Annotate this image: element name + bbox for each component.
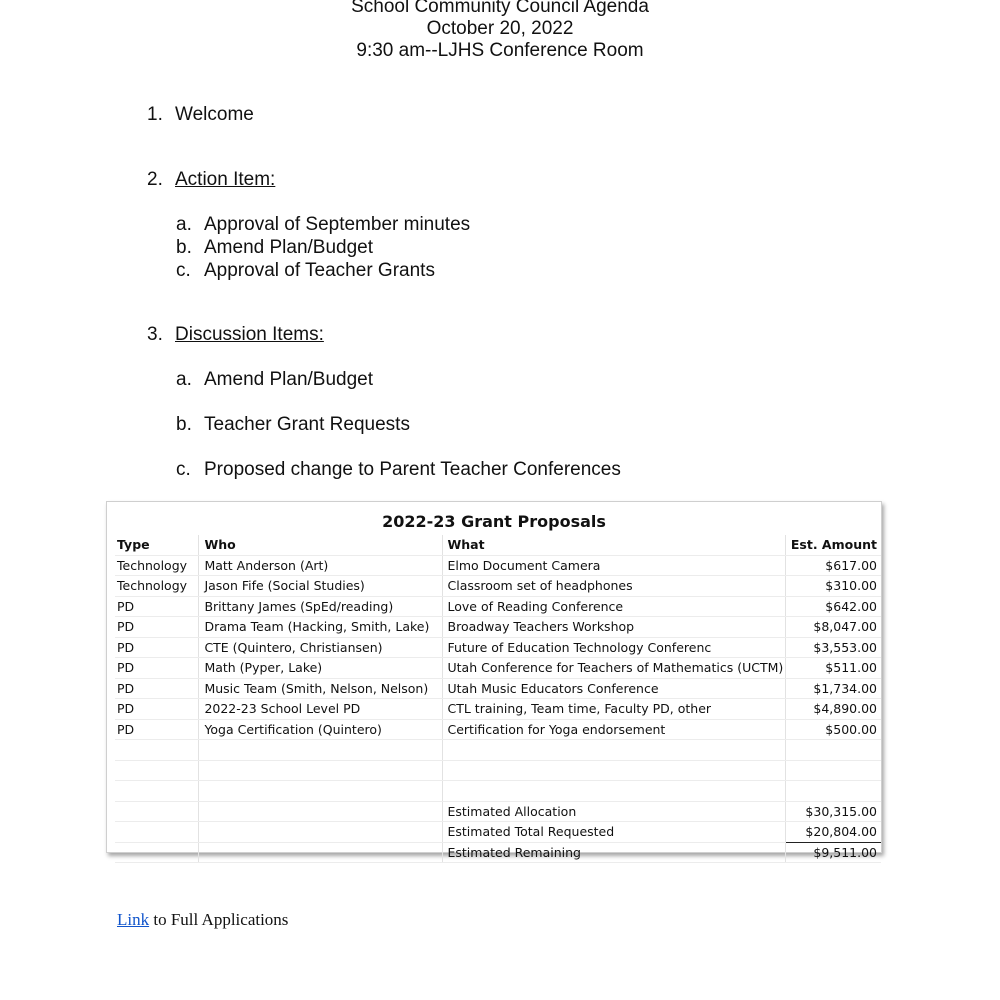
agenda-item-discussion <box>147 324 324 346</box>
summary-label: Estimated Remaining <box>442 842 786 863</box>
cell-amount: $617.00 <box>786 555 881 576</box>
cell-type: PD <box>115 617 199 638</box>
summary-row <box>115 842 881 863</box>
table-row <box>115 699 881 720</box>
cell-amount: $500.00 <box>786 719 881 740</box>
subitem-label: Amend Plan/Budget <box>204 369 374 390</box>
subitem-label: Amend Plan/Budget <box>204 237 374 258</box>
cell-what: Broadway Teachers Workshop <box>442 617 786 638</box>
subitem-letter: b. <box>176 414 192 435</box>
cell-who: Matt Anderson (Art) <box>199 555 442 576</box>
summary-row <box>115 801 881 822</box>
table-row <box>115 678 881 699</box>
cell-amount: $642.00 <box>786 596 881 617</box>
cell-amount: $511.00 <box>786 658 881 679</box>
grant-table <box>115 535 881 863</box>
cell-type: PD <box>115 658 199 679</box>
cell-type: Technology <box>115 576 199 597</box>
agenda-header <box>0 0 1000 62</box>
agenda-title: School Community Council Agenda <box>351 0 649 17</box>
cell-who: 2022-23 School Level PD <box>199 699 442 720</box>
grant-proposals-panel <box>106 501 882 860</box>
summary-amount: $30,315.00 <box>786 801 881 822</box>
cell-what: Certification for Yoga endorsement <box>442 719 786 740</box>
cell-who: CTE (Quintero, Christiansen) <box>199 637 442 658</box>
grant-table-title: 2022-23 Grant Proposals <box>382 512 606 531</box>
full-applications-line <box>117 910 288 930</box>
header-type: Type <box>115 535 199 555</box>
subitem-letter: c. <box>176 459 191 480</box>
cell-what: Elmo Document Camera <box>442 555 786 576</box>
agenda-date: October 20, 2022 <box>426 18 574 39</box>
cell-amount: $3,553.00 <box>786 637 881 658</box>
header-who: Who <box>199 535 442 555</box>
subitem-letter: c. <box>176 260 191 281</box>
item-label: Welcome <box>175 104 254 125</box>
item-number: 2. <box>147 169 163 190</box>
summary-row <box>115 822 881 843</box>
agenda-item-welcome <box>147 104 254 126</box>
table-row <box>115 637 881 658</box>
header-amount: Est. Amount <box>786 535 881 555</box>
table-row <box>115 596 881 617</box>
full-applications-link[interactable]: Link <box>117 910 150 929</box>
subitem-label: Approval of Teacher Grants <box>204 260 435 281</box>
action-subitem <box>176 237 373 259</box>
empty-row <box>115 781 881 802</box>
table-row <box>115 576 881 597</box>
subitem-letter: a. <box>176 214 192 235</box>
cell-type: Technology <box>115 555 199 576</box>
cell-amount: $310.00 <box>786 576 881 597</box>
cell-type: PD <box>115 719 199 740</box>
summary-amount: $20,804.00 <box>786 822 881 843</box>
cell-what: Utah Music Educators Conference <box>442 678 786 699</box>
discussion-subitem <box>176 459 621 481</box>
subitem-label: Approval of September minutes <box>204 214 471 235</box>
discussion-subitem <box>176 369 373 391</box>
header-what: What <box>442 535 786 555</box>
table-row <box>115 555 881 576</box>
summary-label: Estimated Total Requested <box>442 822 786 843</box>
subitem-letter: b. <box>176 237 192 258</box>
table-row <box>115 658 881 679</box>
cell-who: Math (Pyper, Lake) <box>199 658 442 679</box>
item-label: Discussion Items: <box>175 324 324 345</box>
item-number: 3. <box>147 324 163 345</box>
discussion-subitem <box>176 414 410 436</box>
cell-who: Jason Fife (Social Studies) <box>199 576 442 597</box>
cell-what: Utah Conference for Teachers of Mathematics (UCTM) <box>442 658 786 679</box>
cell-who: Brittany James (SpEd/reading) <box>199 596 442 617</box>
item-number: 1. <box>147 104 163 125</box>
cell-who: Music Team (Smith, Nelson, Nelson) <box>199 678 442 699</box>
cell-who: Yoga Certification (Quintero) <box>199 719 442 740</box>
cell-type: PD <box>115 637 199 658</box>
summary-amount: $9,511.00 <box>786 842 881 863</box>
cell-who: Drama Team (Hacking, Smith, Lake) <box>199 617 442 638</box>
cell-amount: $4,890.00 <box>786 699 881 720</box>
action-subitem <box>176 214 470 236</box>
cell-amount: $8,047.00 <box>786 617 881 638</box>
summary-label: Estimated Allocation <box>442 801 786 822</box>
cell-what: Classroom set of headphones <box>442 576 786 597</box>
cell-type: PD <box>115 678 199 699</box>
cell-type: PD <box>115 596 199 617</box>
subitem-label: Proposed change to Parent Teacher Conferences <box>204 459 621 480</box>
subitem-label: Teacher Grant Requests <box>204 414 410 435</box>
table-row <box>115 719 881 740</box>
table-row <box>115 617 881 638</box>
agenda-time-place: 9:30 am--LJHS Conference Room <box>356 40 644 61</box>
cell-type: PD <box>115 699 199 720</box>
agenda-item-action <box>147 169 275 191</box>
empty-row <box>115 740 881 761</box>
table-header-row <box>115 535 881 555</box>
cell-what: Future of Education Technology Conferenc <box>442 637 786 658</box>
action-subitem <box>176 260 435 282</box>
cell-what: Love of Reading Conference <box>442 596 786 617</box>
item-label: Action Item: <box>175 169 276 190</box>
cell-what: CTL training, Team time, Faculty PD, other <box>442 699 786 720</box>
cell-amount: $1,734.00 <box>786 678 881 699</box>
link-suffix: to Full Applications <box>149 910 289 929</box>
subitem-letter: a. <box>176 369 192 390</box>
empty-row <box>115 760 881 781</box>
